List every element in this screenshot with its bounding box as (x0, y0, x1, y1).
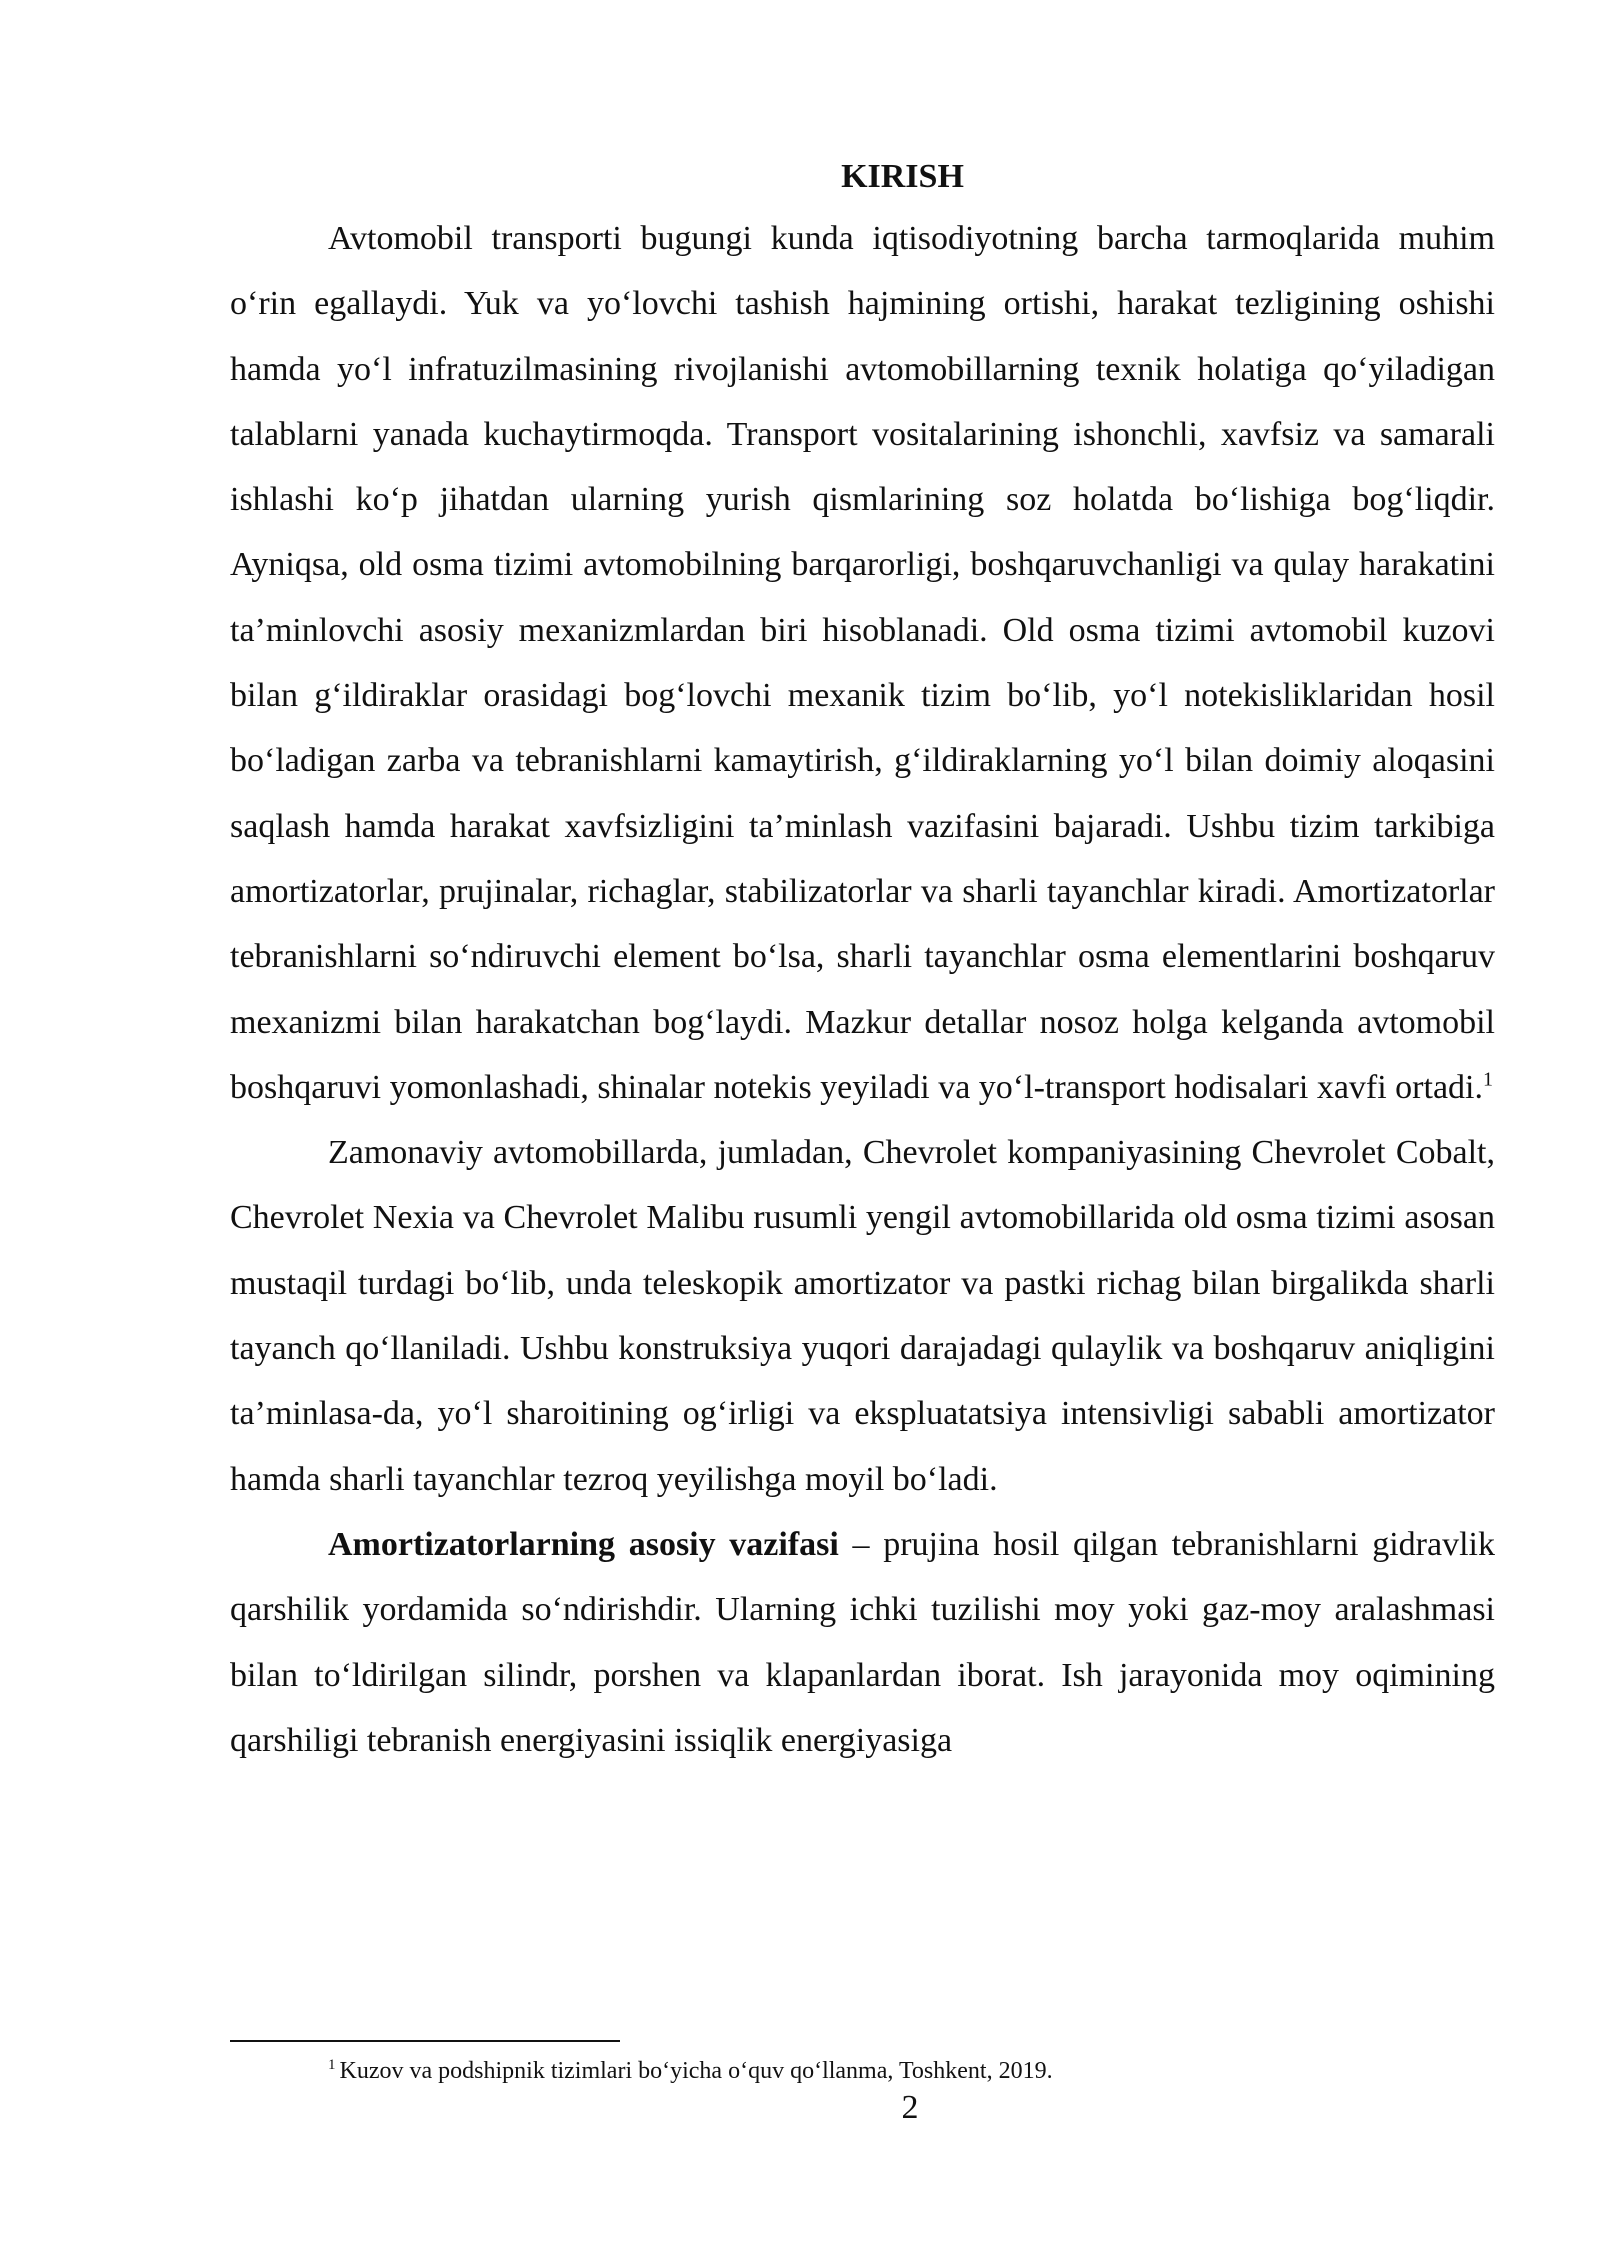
paragraph-3-bold-lead: Amortizatorlarning asosiy vazifasi (328, 1525, 839, 1563)
paragraph-2 (230, 1120, 1495, 1512)
paragraph-1-text: Avtomobil transporti bugungi kunda iqtisodiyotning barcha tarmoqlarida muhim o‘rin egallaydi. Yuk va yo‘lovchi tashish hajmining ortishi, harakat tezligining oshishi hamda yo‘l infratuzilmasining rivojlanishi avtomobillarning texnik holatiga qo‘yiladigan talablarni yanada kuchaytirmoqda. Transport vositalarining ishonchli, xavfsiz va samarali ishlashi ko‘p jihatdan ularning yurish qismlarining soz holatda bo‘lishiga bog‘liqdir. Ayniqsa, old osma tizimi avtomobilning barqarorligi, boshqaruvchanligi va qulay harakatini ta’minlovchi asosiy mexanizmlardan biri hisoblanadi. Old osma tizimi avtomobil kuzovi bilan g‘ildiraklar orasidagi bog‘lovchi mexanik tizim bo‘lib, yo‘l notekisliklaridan hosil bo‘ladigan zarba va tebranishlarni kamaytirish, g‘ildiraklarning yo‘l bilan doimiy aloqasini saqlash hamda harakat xavfsizligini ta’minlash vazifasini bajaradi. Ushbu tizim tarkibiga amortizatorlar, prujinalar, richaglar, stabilizatorlar va sharli tayanchlar kiradi. Amortizatorlar tebranishlarni so‘ndiruvchi element bo‘lsa, sharli tayanchlar osma elementlarini boshqaruv mexanizmi bilan harakatchan bog‘laydi. Mazkur detallar nosoz holga kelganda avtomobil boshqaruvi yomonlashadi, shinalar notekis yeyiladi va yo‘l-transport hodisalari xavfi ortadi. (230, 220, 1495, 1106)
footnote (328, 2056, 1053, 2086)
page-body (230, 150, 1495, 1773)
footnote-reference[interactable]: 1 (1483, 1068, 1493, 1091)
paragraph-2-text: Zamonaviy avtomobillarda, jumladan, Chevrolet kompaniyasining Chevrolet Cobalt, Chevrolet Nexia va Chevrolet Malibu rusumli yengil avtomobillarida old osma tizimi asosan mustaqil turdagi bo‘lib, unda teleskopik amortizator va pastki richag bilan birgalikda sharli tayanch qo‘llaniladi. Ushbu konstruksiya yuqori darajadagi qulaylik va boshqaruv aniqligini ta’minlasa-da, yo‘l sharoitining og‘irligi va ekspluatatsiya intensivligi sababli amortizator hamda sharli tayanchlar tezroq yeyilishga moyil bo‘ladi. (230, 1134, 1495, 1498)
footnote-text: Kuzov va podshipnik tizimlari bo‘yicha o‘quv qo‘llanma, Toshkent, 2019. (339, 2058, 1053, 2084)
section-heading: KIRISH (841, 158, 964, 195)
paragraph-1 (230, 206, 1495, 1120)
paragraph-3-text: – prujina hosil qilgan tebranishlarni gidravlik qarshilik yordamida so‘ndirishdir. Ularning ichki tuzilishi moy yoki gaz-moy aralashmasi bilan to‘ldirilgan silindr, porshen va klapanlardan iborat. Ish jarayonida moy oqimining qarshiligi tebranish energiyasini issiqlik energiyasiga (230, 1525, 1495, 1759)
paragraph-3 (230, 1512, 1495, 1773)
footnote-number: 1 (328, 2057, 336, 2073)
footnote-separator (230, 2040, 620, 2042)
page-number: 2 (901, 2089, 919, 2126)
